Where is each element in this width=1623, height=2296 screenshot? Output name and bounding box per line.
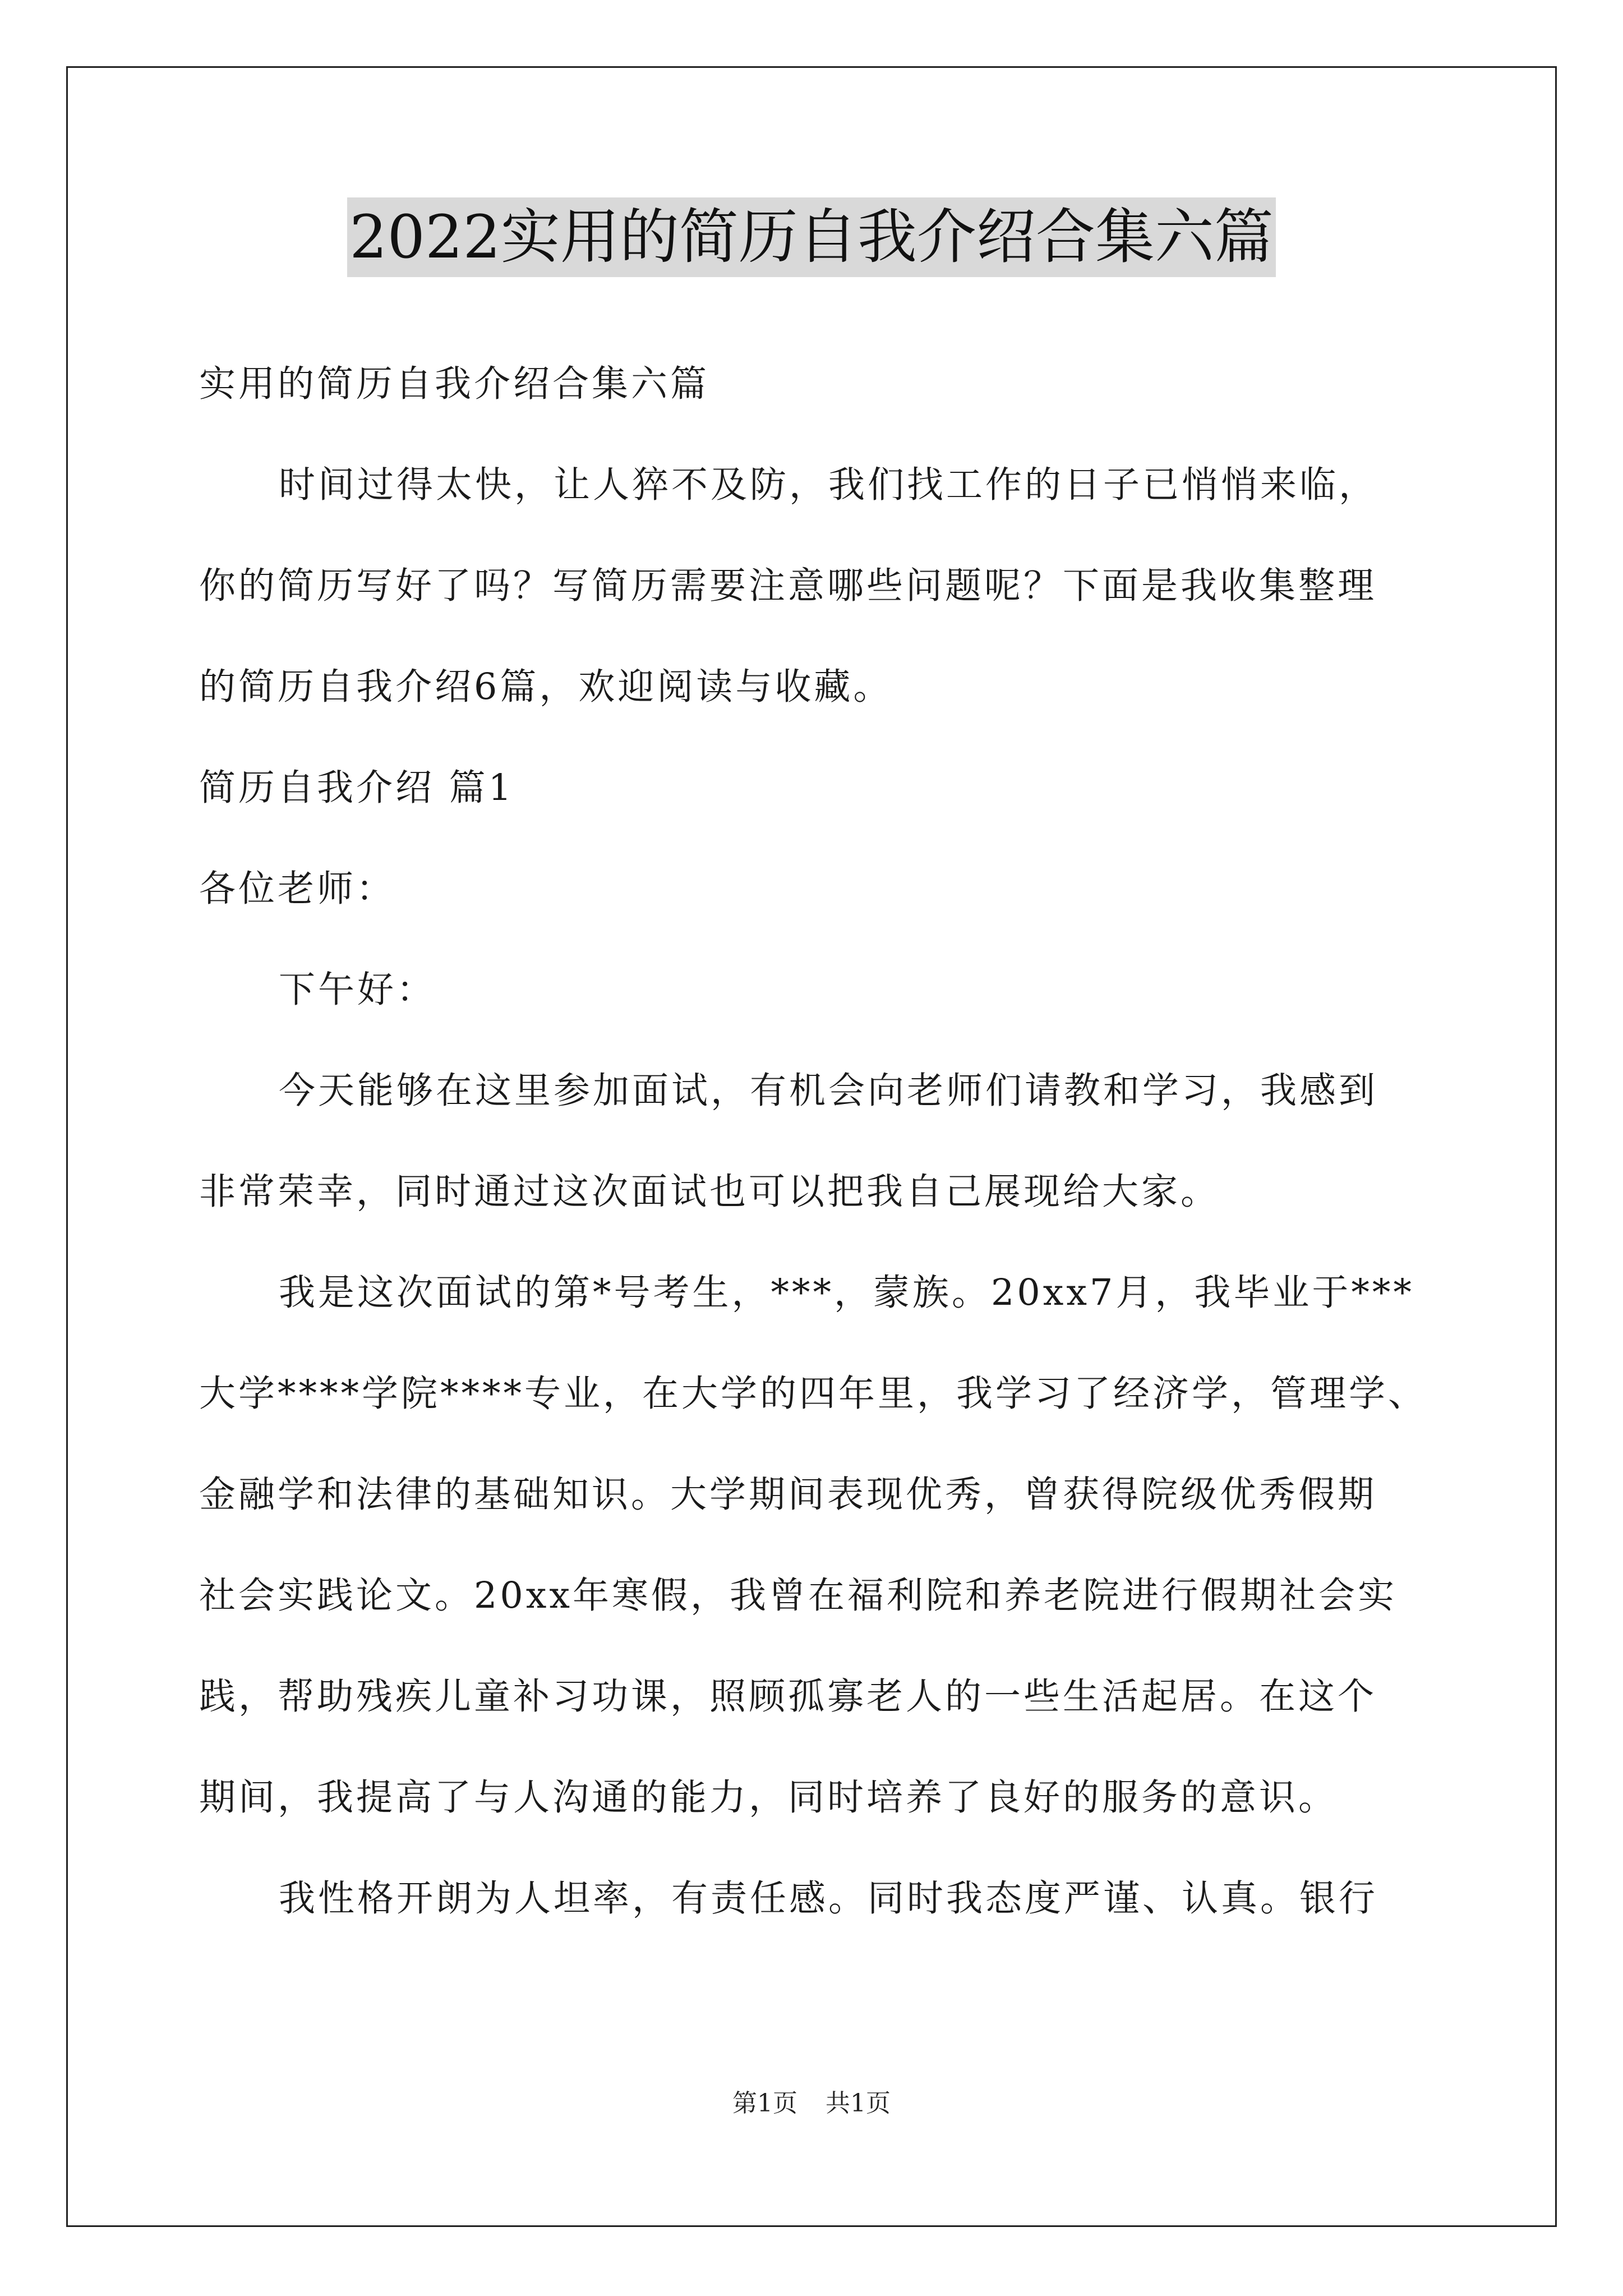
paragraph-line: 我性格开朗为人坦率，有责任感。同时我态度严谨、认真。银行 [279, 1878, 1378, 1920]
paragraph-line: 下午好： [279, 969, 436, 1011]
paragraph-line: 今天能够在这里参加面试，有机会向老师们请教和学习，我感到 [279, 1070, 1378, 1112]
paragraph-line: 我是这次面试的第*号考生，***，蒙族。20xx7月，我毕业于*** [279, 1272, 1414, 1314]
title-container [0, 197, 1623, 277]
paragraph-line: 你的简历写好了吗？写简历需要注意哪些问题呢？下面是我收集整理 [199, 565, 1377, 607]
paragraph-line: 大学****学院****专业，在大学的四年里，我学习了经济学，管理学、 [199, 1373, 1428, 1415]
paragraph-line: 期间，我提高了与人沟通的能力，同时培养了良好的服务的意识。 [199, 1777, 1338, 1819]
page-number: 第1页 [732, 2089, 797, 2118]
paragraph-line: 简历自我介绍 篇1 [199, 767, 515, 809]
page-footer [0, 2087, 1623, 2120]
document-body [199, 334, 1433, 1949]
paragraph-line: 非常荣幸，同时通过这次面试也可以把我自己展现给大家。 [199, 1171, 1220, 1213]
paragraph-line: 践，帮助残疾儿童补习功课，照顾孤寡老人的一些生活起居。在这个 [199, 1676, 1377, 1718]
page-total: 共1页 [826, 2089, 891, 2118]
paragraph-line: 各位老师： [199, 868, 396, 910]
paragraph-line: 金融学和法律的基础知识。大学期间表现优秀，曾获得院级优秀假期 [199, 1474, 1377, 1516]
paragraph-line: 社会实践论文。20xx年寒假，我曾在福利院和养老院进行假期社会实 [199, 1575, 1398, 1617]
document-title: 2022实用的简历自我介绍合集六篇 [347, 197, 1276, 277]
paragraph-line: 的简历自我介绍6篇，欢迎阅读与收藏。 [199, 666, 893, 708]
paragraph-line: 实用的简历自我介绍合集六篇 [199, 363, 710, 405]
paragraph-line: 时间过得太快，让人猝不及防，我们找工作的日子已悄悄来临， [279, 464, 1378, 506]
